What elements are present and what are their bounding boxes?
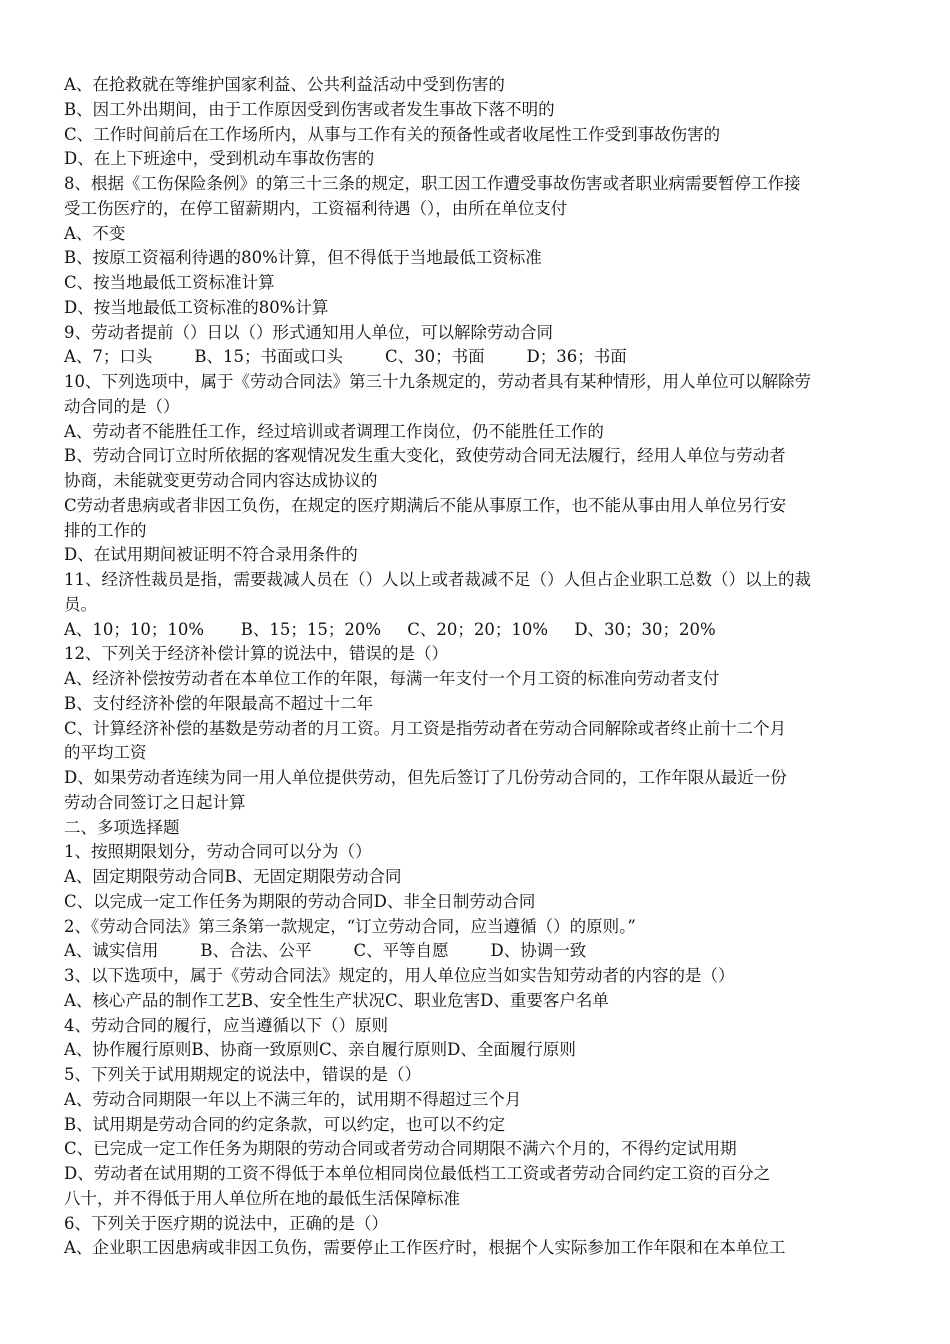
text-line: 1、按照期限划分，劳动合同可以分为（） [64, 842, 372, 862]
text-line: B、因工外出期间，由于工作原因受到伤害或者发生事故下落不明的 [64, 99, 555, 119]
text-line: D、在上下班途中，受到机动车事故伤害的 [64, 149, 375, 169]
text-line: 二、多项选择题 [64, 817, 180, 837]
text-line: 6、下列关于医疗期的说法中，正确的是（） [64, 1213, 388, 1233]
text-line: A、不变 [64, 223, 126, 243]
text-line: D、如果劳动者连续为同一用人单位提供劳动，但先后签订了几份劳动合同的，工作年限从最近一份 [64, 768, 787, 787]
text-line: 5、下列关于试用期规定的说法中，错误的是（） [64, 1065, 421, 1084]
text-line: 协商，未能就变更劳动合同内容达成协议的 [64, 471, 378, 490]
text-line: 2、《劳动合同法》第三条第一款规定，“订立劳动合同，应当遵循（）的原则。” [64, 916, 636, 936]
text-line: 员。 [64, 594, 97, 614]
text-line: A、在抢救就在等维护国家利益、公共利益活动中受到伤害的 [64, 75, 505, 94]
text-line: B、支付经济补偿的年限最高不超过十二年 [64, 693, 374, 713]
text-line: 12、下列关于经济补偿计算的说法中，错误的是（） [64, 644, 448, 664]
text-line: 八十，并不得低于用人单位所在地的最低生活保障标准 [64, 1188, 460, 1208]
text-line: 受工伤医疗的，在停工留薪期内，工资福利待遇（），由所在单位支付 [64, 198, 568, 218]
text-line: A、诚实信用 B、合法、公平 C、平等自愿 D、协调一致 [64, 941, 587, 961]
text-line: 动合同的是（） [64, 396, 180, 416]
text-line: B、按原工资福利待遇的80%计算，但不得低于当地最低工资标准 [64, 248, 542, 268]
text-line: D、在试用期间被证明不符合录用条件的 [64, 545, 358, 565]
text-line: 3、以下选项中，属于《劳动合同法》规定的，用人单位应当如实告知劳动者的内容的是（） [64, 966, 735, 985]
text-line: 11、经济性裁员是指，需要裁减人员在（）人以上或者裁减不足（）人但占企业职工总数（）以上的裁 [64, 570, 811, 589]
text-line: A、劳动者不能胜任工作，经过培训或者调理工作岗位，仍不能胜任工作的 [64, 421, 604, 441]
text-line: B、劳动合同订立时所依据的客观情况发生重大变化，致使劳动合同无法履行，经用人单位与劳动者 [64, 446, 786, 466]
text-line: A、10；10；10% B、15；15；20% C、20；20；10% D、30；30；20% [64, 619, 716, 639]
text-line: B、试用期是劳动合同的约定条款，可以约定，也可以不约定 [64, 1114, 506, 1134]
text-line: D、按当地最低工资标准的80%计算 [64, 297, 329, 317]
text-line: 9、劳动者提前（）日以（）形式通知用人单位，可以解除劳动合同 [64, 322, 553, 342]
text-line: A、7；口头 B、15；书面或口头 C、30；书面 D；36；书面 [64, 347, 627, 367]
text-line: 8、根据《工伤保险条例》的第三十三条的规定，职工因工作遭受事故伤害或者职业病需要暂停工作接 [64, 174, 801, 193]
text-line: A、劳动合同期限一年以上不满三年的，试用期不得超过三个月 [64, 1089, 522, 1109]
text-line: D、劳动者在试用期的工资不得低于本单位相同岗位最低档工工资或者劳动合同约定工资的百分之 [64, 1164, 771, 1183]
text-line: A、经济补偿按劳动者在本单位工作的年限，每满一年支付一个月工资的标准向劳动者支付 [64, 669, 720, 688]
text-line: 劳动合同签订之日起计算 [64, 792, 246, 812]
text-line: 4、劳动合同的履行，应当遵循以下（）原则 [64, 1015, 388, 1035]
text-line: C、工作时间前后在工作场所内，从事与工作有关的预备性或者收尾性工作受到事故伤害的 [64, 124, 721, 144]
text-line: C、已完成一定工作任务为期限的劳动合同或者劳动合同期限不满六个月的，不得约定试用期 [64, 1139, 737, 1159]
text-line: A、固定期限劳动合同B、无固定期限劳动合同 [64, 867, 402, 886]
text-line: 10、下列选项中，属于《劳动合同法》第三十九条规定的，劳动者具有某种情形，用人单位可以解除劳 [64, 372, 811, 391]
text-line: A、企业职工因患病或非因工负伤，需要停止工作医疗时，根据个人实际参加工作年限和在本单位工 [64, 1238, 786, 1258]
text-line: A、协作履行原则B、协商一致原则C、亲自履行原则D、全面履行原则 [64, 1040, 576, 1060]
text-line: 排的工作的 [64, 520, 147, 540]
text-line: C、计算经济补偿的基数是劳动者的月工资。月工资是指劳动者在劳动合同解除或者终止前十二个月 [64, 718, 787, 738]
text-line: 的平均工资 [64, 743, 147, 763]
text-line: A、核心产品的制作工艺B、安全性生产状况C、职业危害D、重要客户名单 [64, 990, 609, 1010]
document-body [64, 73, 894, 1261]
text-line: C、以完成一定工作任务为期限的劳动合同D、非全日制劳动合同 [64, 891, 536, 911]
text-line: C、按当地最低工资标准计算 [64, 273, 275, 292]
text-line: C劳动者患病或者非因工负伤，在规定的医疗期满后不能从事原工作，也不能从事由用人单位另行安 [64, 495, 787, 515]
